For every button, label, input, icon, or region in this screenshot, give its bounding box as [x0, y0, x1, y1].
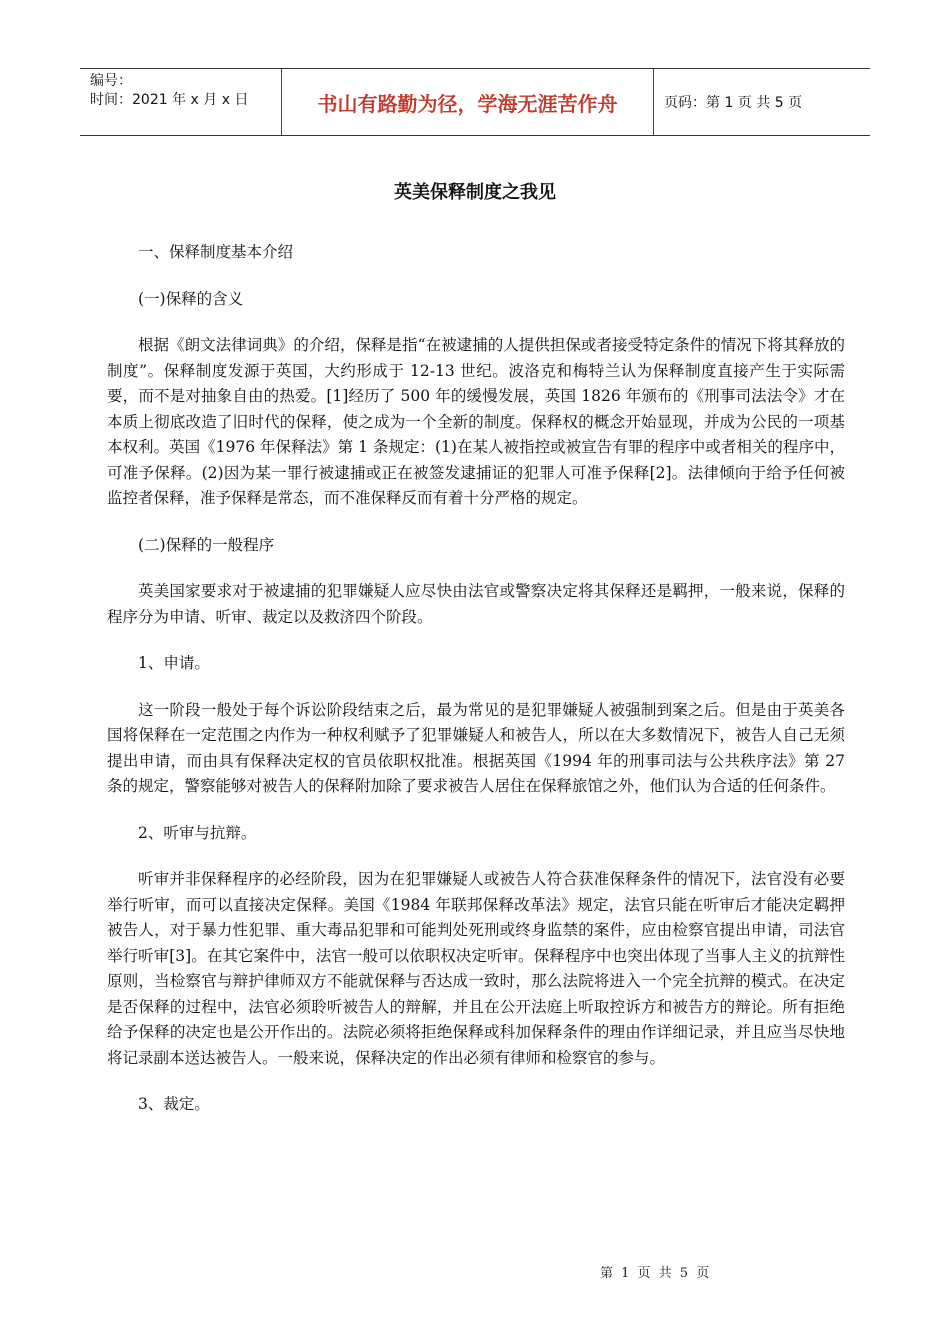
header-number: 编号：: [90, 73, 132, 89]
document-body: [107, 240, 845, 1139]
header-date: 时间：2021 年 x 月 x 日: [90, 92, 249, 108]
header-motto: 书山有路勤为径，学海无涯苦作舟: [282, 69, 654, 135]
paragraph: 英美国家要求对于被逮捕的犯罪嫌疑人应尽快由法官或警察决定将其保释还是羁押，一般来说，保释的程序分为申请、听审、裁定以及救济四个阶段。: [107, 582, 845, 626]
paragraph: 听审并非保释程序的必经阶段，因为在犯罪嫌疑人或被告人符合获准保释条件的情况下，法官没有必要举行听审，而可以直接决定保释。美国《1984 年联邦保释改革法》规定，法官只能在听审后才能决定羁押被告人，对于暴力性犯罪、重大毒品犯罪和可能判处死刑或终身监禁的案件，应由检察官提出申请，司法官举行听审[3]。在其它案件中，法官一般可以依职权决定听审。保释程序中也突出体现了当事人主义的抗辩性原则，当检察官与辩护律师双方不能就保释与否达成一致时，那么法院将进入一个完全抗辩的模式。在决定是否保释的过程中，法官必须聆听被告人的辩解，并且在公开法庭上听取控诉方和被告方的辩论。所有拒绝给予保释的决定也是公开作出的。法院必须将拒绝保释或科加保释条件的理由作详细记录，并且应当尽快地将记录副本送达被告人。一般来说，保释决定的作出必须有律师和检察官的参与。: [107, 870, 845, 1067]
header-meta: [80, 69, 282, 135]
paragraph: 2、听审与抗辩。: [138, 823, 257, 842]
paragraph: 根据《朗文法律词典》的介绍，保释是指“在被逮捕的人提供担保或者接受特定条件的情况下将其释放的制度”。保释制度发源于英国，大约形成于 12-13 世纪。波洛克和梅特兰认为保释制度直接产生于实际需要，而不是对抽象自由的热爱。[1]经历了 500 年的缓慢发展，英国 1826 年颁布的《刑事司法法令》才在本质上彻底改造了旧时代的保释，使之成为一个全新的制度。保释权的概念开始显现，并成为公民的一项基本权利。英国《1976 年保释法》第 1 条规定：(1)在某人被指控或被宣告有罪的程序中或者相关的程序中，可准予保释。(2)因为某一罪行被逮捕或正在被签发逮捕证的犯罪人可准予保释[2]。法律倾向于给予任何被监控者保释，准予保释是常态，而不准保释反而有着十分严格的规定。: [107, 336, 845, 507]
document-header: [80, 68, 870, 136]
document-title: 英美保释制度之我见: [394, 182, 556, 203]
paragraph: 1、申请。: [138, 654, 210, 672]
header-page-info: 页码：第 1 页 共 5 页: [664, 95, 803, 111]
paragraph: 这一阶段一般处于每个诉讼阶段结束之后，最为常见的是犯罪嫌疑人被强制到案之后。但是由于英美各国将保释在一定范围之内作为一种权利赋予了犯罪嫌疑人和被告人，所以在大多数情况下，被告人自己无须提出申请，而由具有保释决定权的官员依职权批准。根据英国《1994 年的刑事司法与公共秩序法》第 27 条的规定，警察能够对被告人的保释附加除了要求被告人居住在保释旅馆之外，他们认为合适的任何条件。: [107, 700, 845, 795]
paragraph: 一、保释制度基本介绍: [138, 243, 294, 261]
paragraph: (二)保释的一般程序: [138, 535, 275, 554]
paragraph: 3、裁定。: [138, 1095, 210, 1113]
page-footer: 第 1 页 共 5 页: [600, 1266, 712, 1281]
paragraph: (一)保释的含义: [138, 289, 244, 308]
